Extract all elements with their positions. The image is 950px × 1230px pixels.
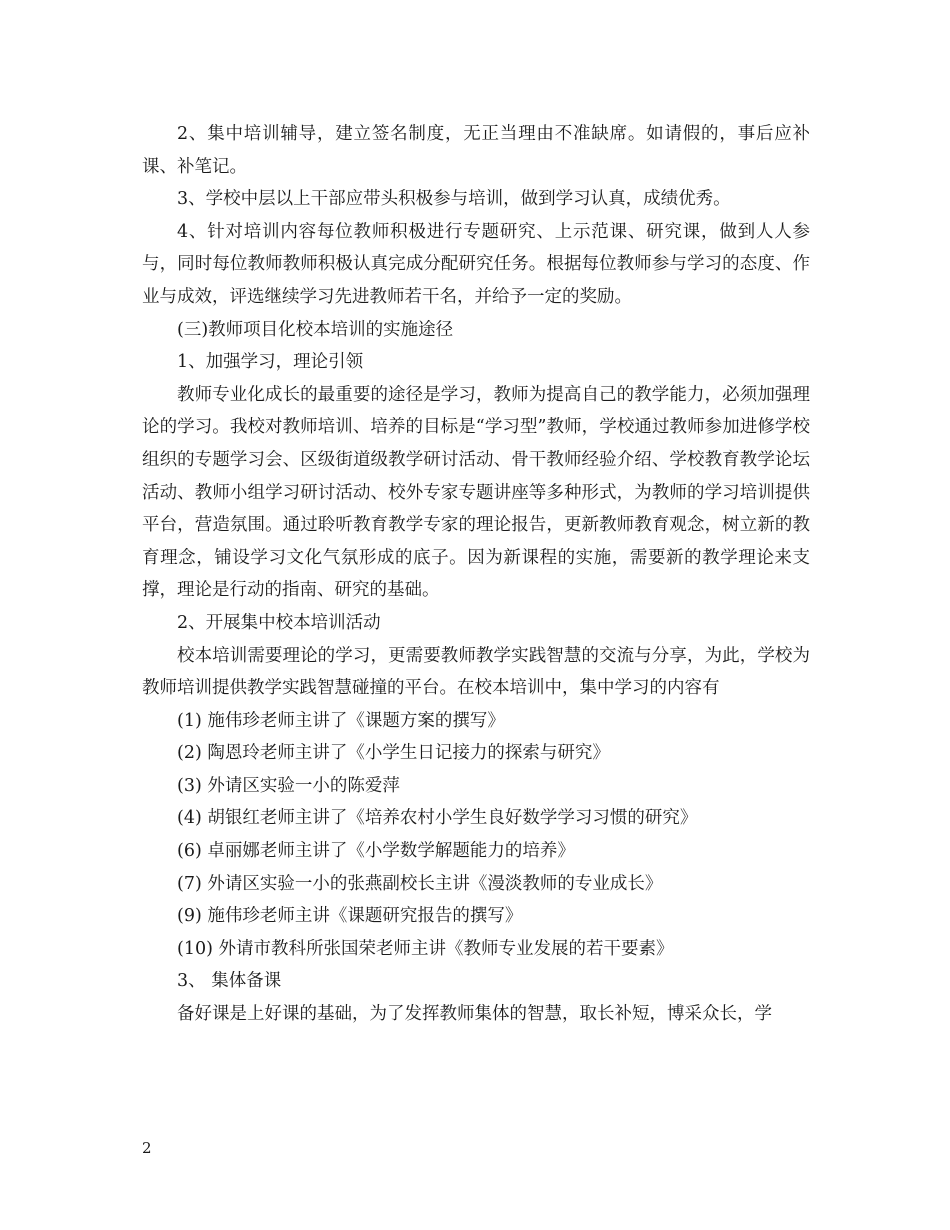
list-item: (7) 外请区实验一小的张燕副校长主讲《漫淡教师的专业成长》	[177, 873, 663, 894]
subheading: 1、加强学习，理论引领	[177, 352, 364, 373]
paragraph: 2、集中培训辅导，建立签名制度，无正当理由不准缺席。如请假的，事后应补课、补笔记。	[142, 124, 810, 177]
paragraph: 3、学校中层以上干部应带头积极参与培训，做到学习认真，成绩优秀。	[177, 189, 731, 210]
list-item: (1) 施伟珍老师主讲了《课题方案的撰写》	[177, 710, 505, 731]
subheading: 3、 集体备课	[177, 971, 282, 992]
list-item: (2) 陶恩玲老师主讲了《小学生日记接力的探索与研究》	[177, 743, 610, 764]
paragraph: 备好课是上好课的基础，为了发挥教师集体的智慧，取长补短，博采众长，学	[177, 1004, 772, 1025]
list-item: (9) 施伟珍老师主讲《课题研究报告的撰写》	[177, 906, 523, 927]
paragraph: 4、针对培训内容每位教师积极进行专题研究、上示范课、研究课，做到人人参与，同时每位教师教师积极认真完成分配研究任务。根据每位教师参与学习的态度、作业与成效，评选继续学习先进教师若干名，并给予一定的奖励。	[142, 221, 810, 307]
list-item: (6) 卓丽娜老师主讲了《小学数学解题能力的培养》	[177, 841, 575, 862]
list-item: (10) 外请市教科所张国荣老师主讲《教师专业发展的若干要素》	[177, 938, 674, 959]
document-body	[142, 118, 810, 1031]
section-heading: (三)教师项目化校本培训的实施途径	[177, 319, 454, 340]
page-number: 2	[142, 1139, 152, 1157]
paragraph: 校本培训需要理论的学习，更需要教师教学实践智慧的交流与分享，为此，学校为教师培训提供教学实践智慧碰撞的平台。在校本培训中，集中学习的内容有	[142, 645, 810, 699]
list-item: (3) 外请区实验一小的陈爱萍	[177, 775, 400, 796]
subheading: 2、开展集中校本培训活动	[177, 612, 381, 633]
list-item: (4) 胡银红老师主讲了《培养农村小学生良好数学学习习惯的研究》	[177, 808, 698, 829]
paragraph: 教师专业化成长的最重要的途径是学习，教师为提高自己的教学能力，必须加强理论的学习。我校对教师培训、培养的目标是“学习型”教师，学校通过教师参加进修学校组织的专题学习会、区级街道级教学研讨活动、骨干教师经验介绍、学校教育教学论坛活动、教师小组学习研讨活动、校外专家专题讲座等多种形式，为教师的学习培训提供平台，营造氛围。通过聆听教育教学专家的理论报告，更新教师教育观念，树立新的教育理念，铺设学习文化气氛形成的底子。因为新课程的实施，需要新的教学理论来支撑，理论是行动的指南、研究的基础。	[142, 384, 810, 601]
